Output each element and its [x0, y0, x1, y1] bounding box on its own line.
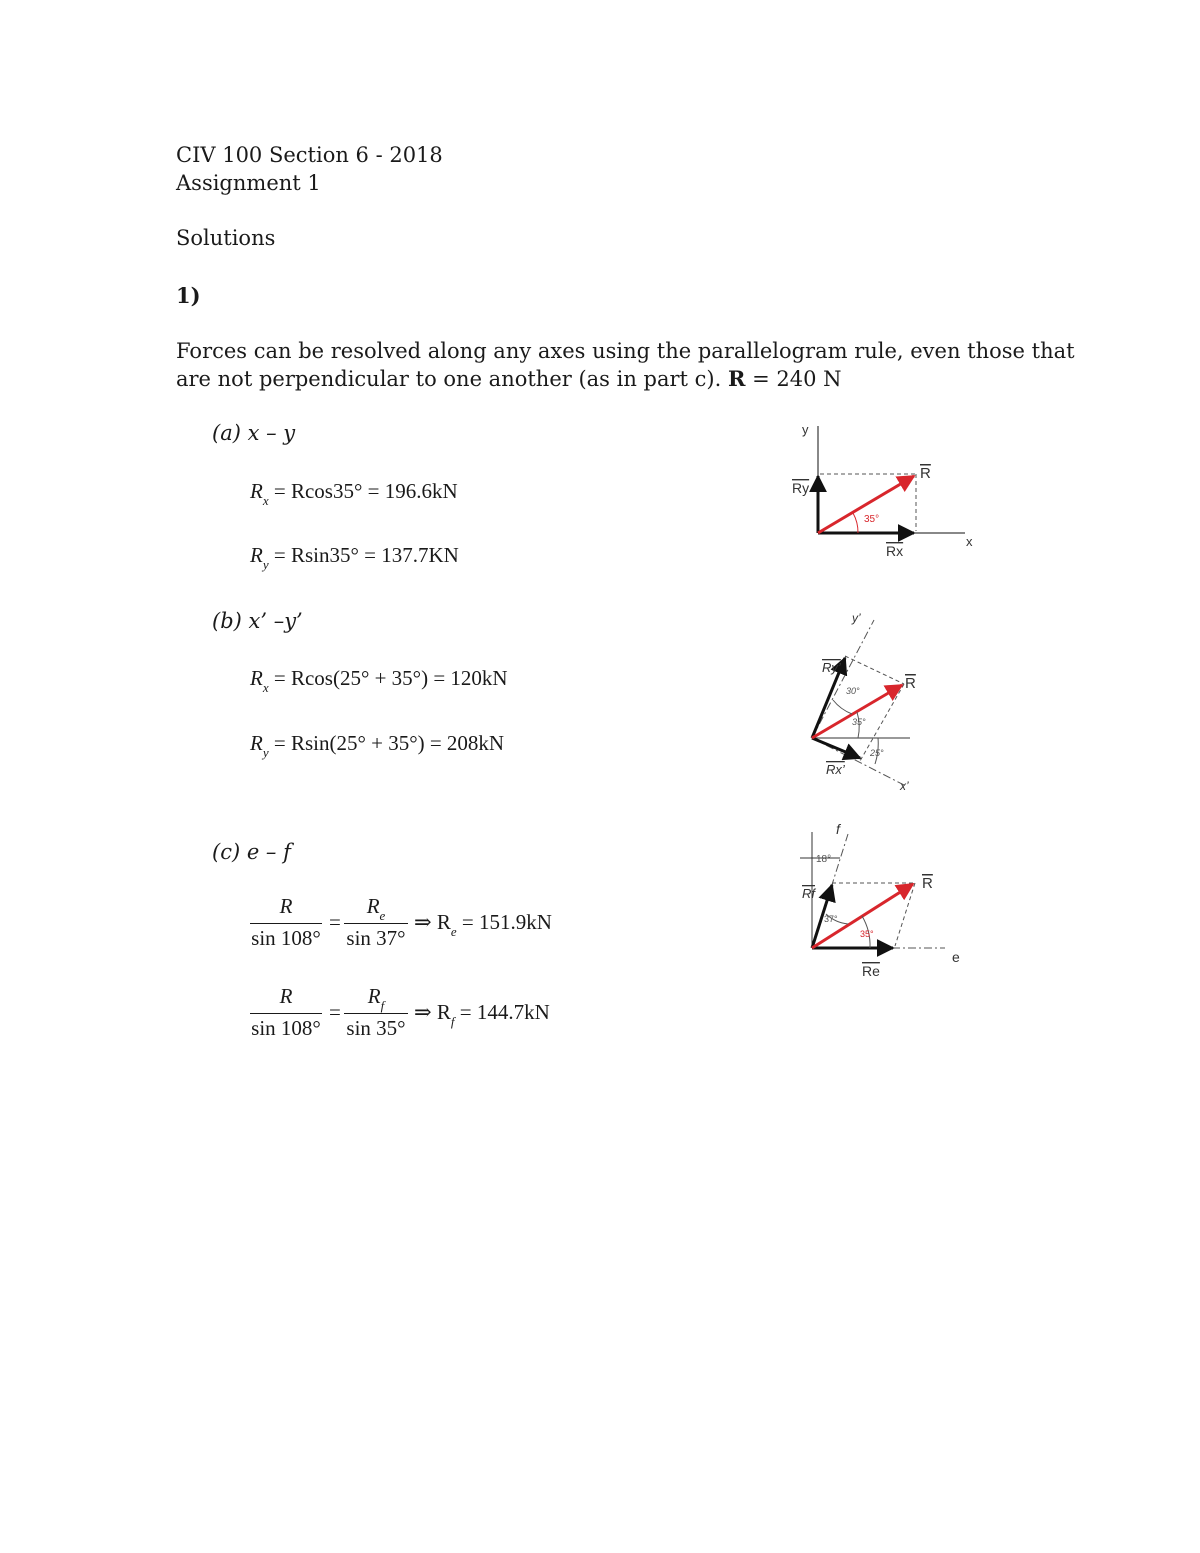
c-eq2-result — [414, 1000, 550, 1029]
c-eq2-bar-left — [250, 1013, 322, 1014]
c-eq1-result-val: = 151.9kN — [456, 910, 552, 934]
c-eq1-num-left: R — [279, 894, 293, 918]
c-eq2-num-right — [344, 984, 408, 1013]
c-eq2-result-r: ⇒ R — [414, 1000, 451, 1024]
part-a-eq1-sub: x — [262, 493, 269, 508]
part-a-eq2-lhs: R — [250, 543, 263, 567]
part-b-eq2-rhs: = Rsin(25° + 35°) = 208kN — [268, 731, 505, 755]
b-angle-label-3: 25° — [870, 748, 884, 758]
part-b-eq2-lhs: R — [250, 731, 263, 755]
b-angle-label-1: 30° — [846, 686, 860, 696]
intro-line-1: Forces can be resolved along any axes using the parallelogram rule, even those that — [176, 339, 1075, 363]
c-eq2-result-val: = 144.7kN — [454, 1000, 550, 1024]
part-b-eq2-sub: y — [262, 745, 269, 760]
c-eq1-bar-left — [250, 923, 322, 924]
c-eq1-den-left: sin 108° — [251, 926, 321, 950]
part-a-eq2 — [250, 543, 459, 572]
part-a-eq2-sub: y — [262, 557, 269, 572]
part-c-label: (c) e – f — [212, 840, 291, 864]
a-rx-label: Rx — [886, 543, 904, 559]
c-eq2-num-left: R — [279, 984, 293, 1008]
c-eq1-num-right-sub: e — [379, 908, 386, 923]
part-b-eq1-rhs: = Rcos(25° + 35°) = 120kN — [268, 666, 508, 690]
c-re-label: Re — [862, 963, 880, 979]
part-a-eq1-lhs: R — [250, 479, 263, 503]
problem-number: 1) — [176, 283, 201, 308]
diagram-c — [790, 820, 980, 985]
b-y-label: y’ — [852, 611, 861, 625]
b-rx-label: Rx’ — [826, 762, 845, 777]
c-eq1-equals: = — [329, 910, 341, 934]
c-eq2-result-sub: f — [450, 1014, 455, 1029]
c-eq1-den-right: sin 37° — [346, 926, 406, 950]
a-r-label: R — [920, 465, 931, 482]
c-angle-label-2: 37° — [824, 914, 838, 924]
part-b-eq1-sub: x — [262, 680, 269, 695]
b-x-label: x’ — [900, 779, 909, 793]
c-eq2-num-right-sub: f — [380, 998, 385, 1013]
c-e-label: e — [952, 949, 960, 965]
b-angle-arc-1 — [833, 700, 852, 714]
a-angle-label: 35° — [864, 514, 880, 525]
part-b-eq1-lhs: R — [250, 666, 263, 690]
part-b-eq1 — [250, 666, 508, 695]
b-angle-label-2: 35° — [852, 717, 866, 727]
part-b-eq2 — [250, 731, 505, 760]
intro-line-2-text: are not perpendicular to one another (as in part c). — [176, 367, 728, 391]
c-eq1-result-r: ⇒ R — [414, 910, 451, 934]
part-b-label: (b) x’ –y’ — [212, 609, 303, 633]
assignment-title: Assignment 1 — [176, 171, 321, 195]
c-eq1-frac-left — [250, 894, 322, 951]
a-y-label: y — [802, 422, 809, 437]
a-x-label: x — [966, 534, 973, 549]
c-eq2-equals: = — [329, 1000, 341, 1024]
c-angle-label-1: 18° — [816, 854, 832, 865]
b-rx-vector — [812, 738, 860, 758]
b-ry-label: Ry’ — [822, 660, 841, 675]
part-a-eq1-rhs: = Rcos35° = 196.6kN — [268, 479, 458, 503]
diagram-b — [790, 608, 940, 803]
course-title: CIV 100 Section 6 - 2018 — [176, 143, 443, 167]
c-eq1-bar-right — [344, 923, 408, 924]
solutions-heading: Solutions — [176, 226, 276, 250]
c-eq2-bar-right — [344, 1013, 408, 1014]
intro-line-2 — [176, 366, 842, 391]
c-eq1-num-right-r: R — [366, 894, 380, 918]
b-dash-top — [845, 656, 904, 684]
c-eq1-frac-right — [344, 894, 408, 951]
diagram-a — [780, 418, 990, 568]
part-a-eq2-rhs: = Rsin35° = 137.7KN — [268, 543, 459, 567]
c-eq2-frac-left — [250, 984, 322, 1041]
c-r-label: R — [922, 875, 933, 892]
c-eq1-result — [414, 910, 552, 939]
c-eq2-den-left: sin 108° — [251, 1016, 321, 1040]
part-a-eq1 — [250, 479, 458, 508]
c-eq2-num-right-r: R — [367, 984, 381, 1008]
c-eq1-num-right — [344, 894, 408, 923]
c-rf-label: Rf — [802, 886, 815, 901]
a-ry-label: Ry — [792, 480, 810, 496]
intro-r-value: = 240 N — [745, 367, 842, 391]
b-r-label: R — [905, 675, 916, 692]
c-f-label: f — [836, 821, 840, 837]
a-angle-arc — [853, 513, 858, 533]
c-eq2-frac-right — [344, 984, 408, 1041]
part-a-label: (a) x – y — [212, 421, 296, 445]
c-eq1-result-sub: e — [450, 924, 457, 939]
intro-r-bold: R — [727, 366, 746, 391]
c-eq2-den-right: sin 35° — [346, 1016, 406, 1040]
c-angle-label-3: 35° — [860, 929, 874, 939]
